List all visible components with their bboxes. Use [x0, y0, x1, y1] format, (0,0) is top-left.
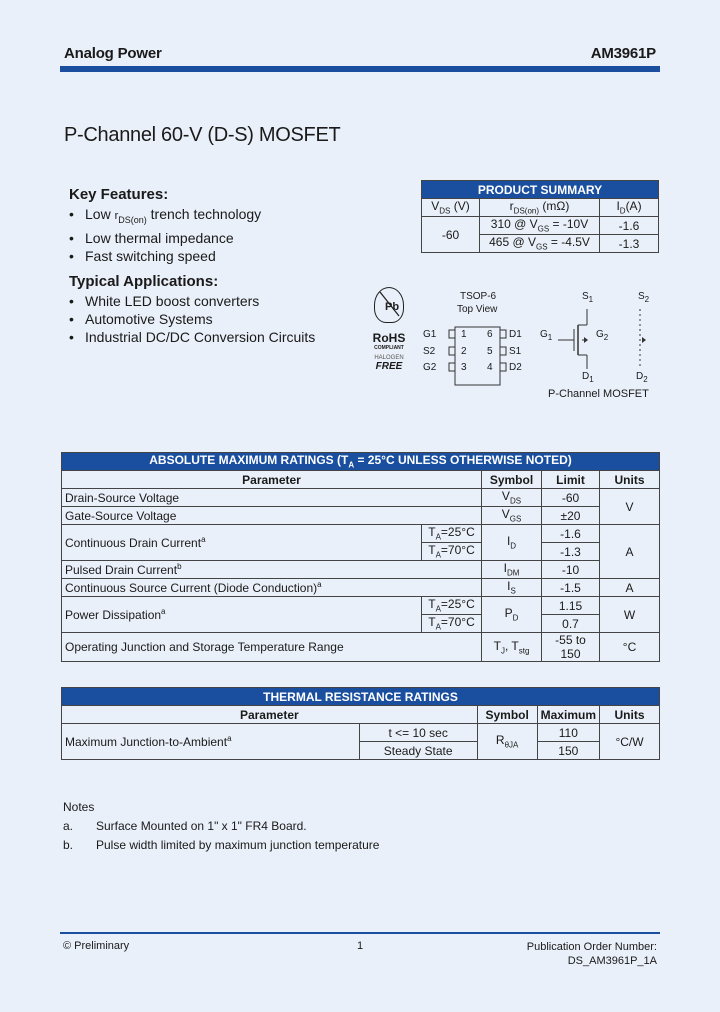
- table-row: Operating Junction and Storage Temperature Range $T_J$, $T_{stg}$ -55 to 150 °C: [62, 633, 660, 662]
- mosfet-schematic: [538, 289, 660, 404]
- gate-2-label: $G_2$: [596, 329, 609, 342]
- pin-number: 4: [487, 362, 493, 373]
- absolute-max-ratings-table: [61, 452, 660, 662]
- list-item: • White LED boost converters: [69, 292, 315, 310]
- package-diagram: [420, 289, 530, 389]
- id-value: -1.3: [600, 235, 659, 253]
- notes-heading: Notes: [63, 800, 95, 814]
- table-row: $T_A=70^\circ C$ 0.7: [62, 615, 660, 633]
- table-row: Pulsed Drain Current$^b$ $I_{DM}$ -10: [62, 561, 660, 579]
- thermal-title: THERMAL RESISTANCE RATINGS: [62, 688, 660, 706]
- col-header-units: Units: [600, 706, 660, 724]
- col-header-maximum: Maximum: [537, 706, 599, 724]
- pin-number: 5: [487, 346, 493, 357]
- list-item: • Fast switching speed: [69, 247, 261, 265]
- halogen-label: HALOGEN: [374, 355, 404, 361]
- pin-label: G1: [423, 329, 437, 340]
- rds-value: 465 @ $V_{GS} = -4.5V$: [480, 235, 600, 253]
- product-summary-title: PRODUCT SUMMARY: [422, 181, 659, 199]
- thermal-resistance-table: [61, 687, 660, 760]
- col-header-parameter: Parameter: [62, 471, 482, 489]
- pb-free-icon: [374, 287, 404, 323]
- drain-1-label: $D_1$: [582, 371, 594, 384]
- header-divider: [60, 66, 660, 72]
- pb-mark: Pb: [384, 301, 399, 313]
- col-header-limit: Limit: [542, 471, 600, 489]
- pin-number: 6: [487, 329, 493, 340]
- key-features: [69, 186, 261, 265]
- list-item: • Automotive Systems: [69, 310, 315, 328]
- table-row: Power Dissipation$^a$ $T_A=25^\circ C$ $P_D$ 1.15 W: [62, 597, 660, 615]
- col-header-parameter: Parameter: [62, 706, 478, 724]
- gate-1-label: $G_1$: [540, 329, 553, 342]
- table-row: Maximum Junction-to-Ambient$^a$ t <= 10 sec $R_{\theta JA}$ 110 °C/W: [62, 724, 660, 742]
- typical-applications-heading: Typical Applications:: [69, 273, 219, 290]
- rohs-label: RoHS: [372, 331, 406, 345]
- halogen-free: FREE: [375, 361, 403, 372]
- drain-2-label: $D_2$: [636, 371, 648, 384]
- pin-number: 2: [461, 346, 467, 357]
- rds-value: 310 @ $V_{GS} = -10V$: [480, 217, 600, 235]
- typical-applications: [69, 273, 315, 346]
- pin-label: D1: [509, 329, 522, 340]
- list-item: • Low thermal impedance: [69, 229, 261, 247]
- note-item: a. Surface Mounted on 1" x 1" FR4 Board.: [63, 819, 307, 833]
- table-row: Continuous Source Current (Diode Conduction)$^a$ $I_S$ -1.5 A: [62, 579, 660, 597]
- pin-number: 3: [461, 362, 467, 373]
- source-2-label: $S_2$: [638, 291, 650, 304]
- col-header-rds: $r_{DS(on)}$ (mΩ): [480, 199, 600, 217]
- abs-max-title: ABSOLUTE MAXIMUM RATINGS ($T_A = 25^\circ C$ UNLESS OTHERWISE NOTED): [62, 453, 660, 471]
- package-name: TSOP-6: [460, 291, 497, 302]
- pin-label: S1: [509, 346, 522, 357]
- rohs-badge: [368, 287, 410, 372]
- table-row: Steady State 150: [62, 742, 660, 760]
- publication-number: Publication Order Number: DS_AM3961P_1A: [526, 941, 657, 967]
- col-header-symbol: Symbol: [482, 471, 542, 489]
- table-row: Drain-Source Voltage $V_{DS}$ -60 V: [62, 489, 660, 507]
- table-row: Gate-Source Voltage $V_{GS}$ ±20: [62, 507, 660, 525]
- page-number: 1: [357, 940, 364, 952]
- product-summary-table: [421, 180, 659, 253]
- pin-number: 1: [461, 329, 467, 340]
- company-name: Analog Power: [64, 45, 162, 62]
- source-1-label: $S_1$: [582, 291, 594, 304]
- col-header-id: $I_D(A)$: [600, 199, 659, 217]
- table-row: Continuous Drain Current$^a$ $T_A=25^\circ C$ $I_D$ -1.6 A: [62, 525, 660, 543]
- schematic-caption: P-Channel MOSFET: [548, 388, 649, 400]
- footer-divider: [60, 932, 660, 934]
- list-item: • Low $r_{DS(on)}$ trench technology: [69, 205, 261, 229]
- id-value: -1.6: [600, 217, 659, 235]
- notes-section: [63, 798, 379, 855]
- pin-label: D2: [509, 362, 522, 373]
- col-header-units: Units: [600, 471, 660, 489]
- footer-status: © Preliminary: [63, 940, 130, 952]
- col-header-symbol: Symbol: [477, 706, 537, 724]
- col-header-vds: $V_{DS}$ (V): [422, 199, 480, 217]
- table-row: $T_A=70^\circ C$ -1.3: [62, 543, 660, 561]
- pin-label: G2: [423, 362, 437, 373]
- vds-value: -60: [422, 217, 480, 253]
- rohs-compliant: COMPLIANT: [374, 345, 404, 351]
- pin-label: S2: [423, 346, 436, 357]
- package-view: Top View: [457, 304, 498, 315]
- part-number: AM3961P: [590, 45, 656, 62]
- key-features-heading: Key Features:: [69, 186, 169, 203]
- list-item: • Industrial DC/DC Conversion Circuits: [69, 328, 315, 346]
- page-title: P-Channel 60-V (D-S) MOSFET: [64, 124, 341, 146]
- note-item: b. Pulse width limited by maximum junction temperature: [63, 838, 380, 852]
